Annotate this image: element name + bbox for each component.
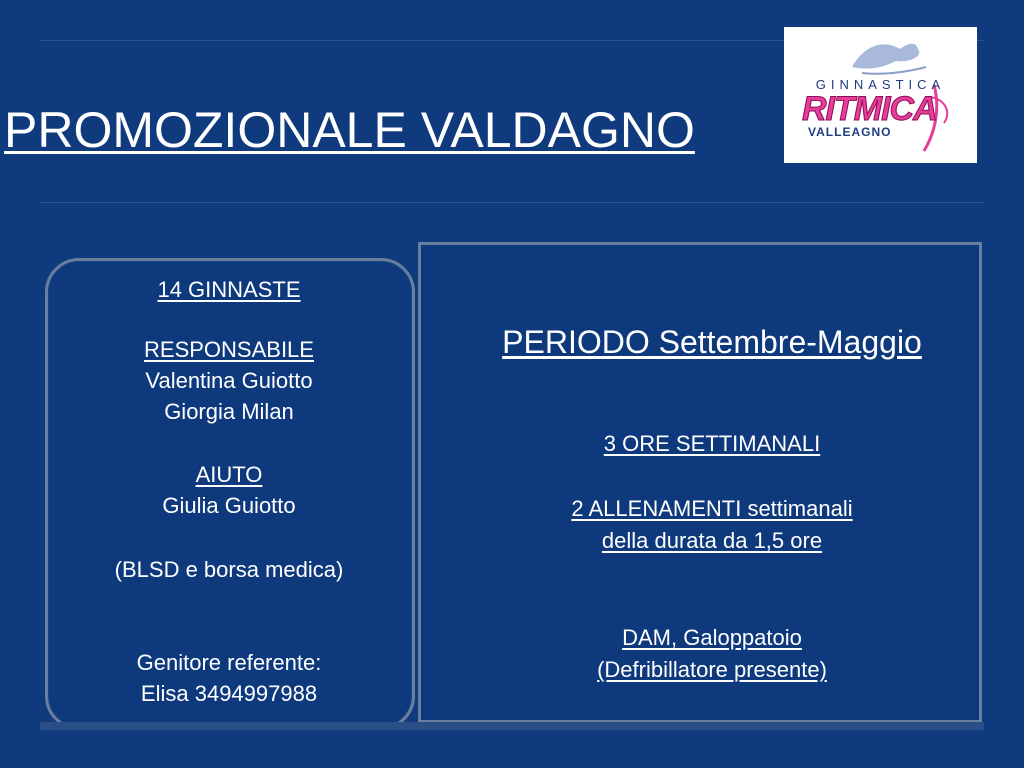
title-divider	[40, 202, 984, 203]
responsabile-label: RESPONSABILE	[144, 337, 314, 362]
genitore-contact: Elisa 3494997988	[140, 681, 318, 706]
aiuto-name: Giulia Guiotto	[162, 493, 296, 518]
periodo: PERIODO Settembre-Maggio	[502, 324, 922, 360]
bottom-bar	[40, 722, 984, 730]
genitore-label: Genitore referente:	[136, 650, 322, 675]
logo-line-3: VALLEAGNO	[808, 125, 892, 139]
club-logo	[784, 27, 977, 163]
logo-line-1: GINNASTICA	[815, 77, 946, 92]
page-title: PROMOZIONALE VALDAGNO	[4, 102, 695, 158]
luogo-line-1: DAM, Galoppatoio	[622, 625, 802, 650]
luogo-line-2: (Defribillatore presente)	[597, 657, 827, 682]
ore-settimanali: 3 ORE SETTIMANALI	[603, 431, 821, 456]
aiuto-label: AIUTO	[195, 462, 263, 487]
logo-line-2: RITMICA	[802, 90, 937, 128]
gymnast-count: 14 GINNASTE	[157, 277, 301, 302]
allenamenti-line-1: 2 ALLENAMENTI settimanali	[571, 496, 853, 521]
equipment-note: (BLSD e borsa medica)	[114, 557, 344, 582]
responsabile-name-2: Giorgia Milan	[164, 399, 294, 424]
responsabile-name-1: Valentina Guiotto	[145, 368, 313, 393]
allenamenti-line-2: della durata da 1,5 ore	[601, 528, 823, 553]
